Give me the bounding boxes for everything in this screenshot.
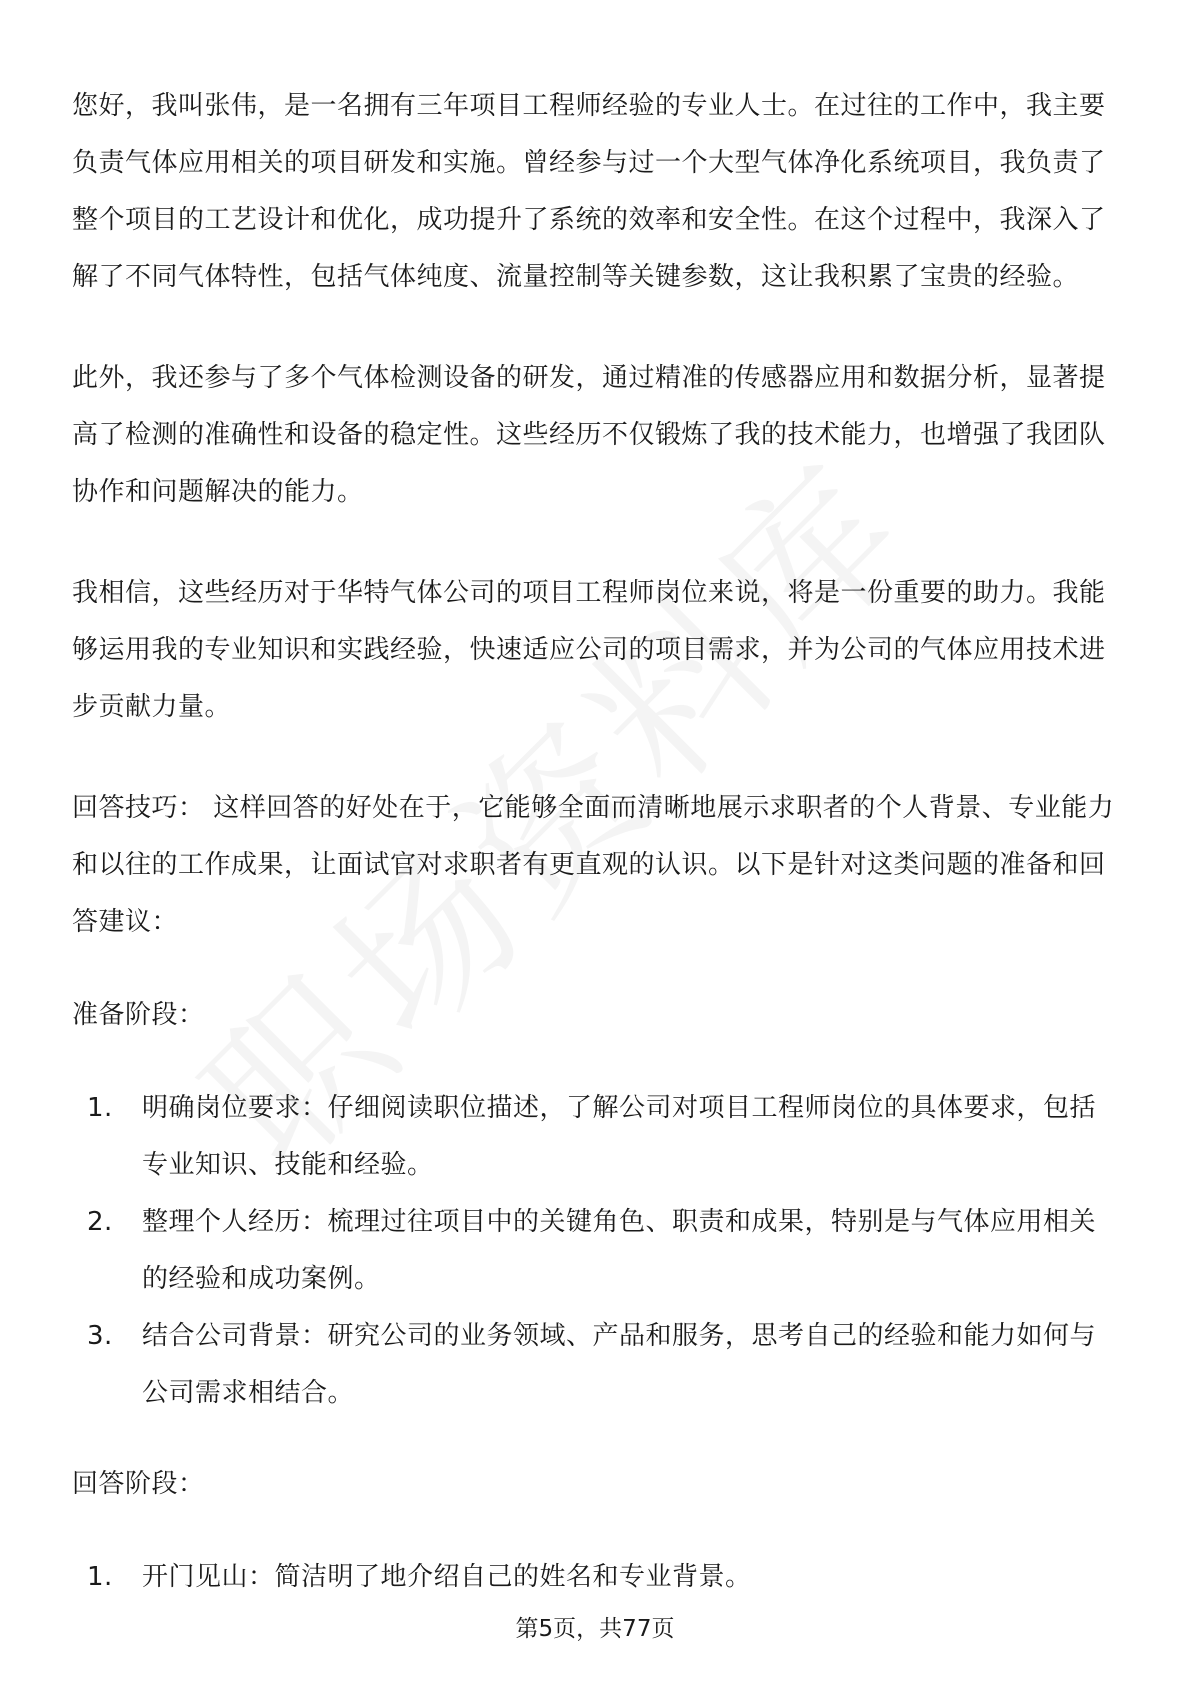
list-item-text: 整理个人经历：梳理过往项目中的关键角色、职责和成果，特别是与气体应用相关的经验和成功案例。 — [142, 1207, 1097, 1294]
prep-section-heading: 准备阶段： — [72, 1000, 205, 1030]
list-item — [87, 1080, 1118, 1194]
paragraph-belief: 我相信，这些经历对于华特气体公司的项目工程师岗位来说，将是一份重要的助力。我能够运用我的专业知识和实践经验，快速适应公司的项目需求，并为公司的气体应用技术进步贡献力量。 — [72, 578, 1106, 722]
list-number: 3. — [87, 1321, 113, 1351]
list-item-text: 开门见山：简洁明了地介绍自己的姓名和专业背景。 — [142, 1562, 752, 1592]
prep-list — [72, 1080, 1118, 1422]
paragraph-experience: 此外，我还参与了多个气体检测设备的研发，通过精准的传感器应用和数据分析，显著提高了检测的准确性和设备的稳定性。这些经历不仅锻炼了我的技术能力，也增强了我团队协作和问题解决的能力。 — [72, 363, 1106, 507]
list-item — [87, 1308, 1118, 1422]
page-number-footer: 第5页，共77页 — [515, 1616, 675, 1642]
paragraph-intro: 您好，我叫张伟，是一名拥有三年项目工程师经验的专业人士。在过往的工作中，我主要负责气体应用相关的项目研发和实施。曾经参与过一个大型气体净化系统项目，我负责了整个项目的工艺设计和优化，成功提升了系统的效率和安全性。在这个过程中，我深入了解了不同气体特性，包括气体纯度、流量控制等关键参数，这让我积累了宝贵的经验。 — [72, 91, 1106, 292]
answer-list — [72, 1549, 1118, 1606]
list-item-text: 结合公司背景：研究公司的业务领域、产品和服务，思考自己的经验和能力如何与公司需求相结合。 — [142, 1321, 1097, 1408]
list-number: 1. — [87, 1562, 113, 1592]
answer-section-heading: 回答阶段： — [72, 1469, 205, 1499]
list-number: 1. — [87, 1093, 113, 1123]
list-item — [87, 1194, 1118, 1308]
list-item-text: 明确岗位要求：仔细阅读职位描述，了解公司对项目工程师岗位的具体要求，包括专业知识、技能和经验。 — [142, 1093, 1097, 1180]
list-item — [87, 1549, 1118, 1606]
list-number: 2. — [87, 1207, 113, 1237]
paragraph-tips: 回答技巧： 这样回答的好处在于，它能够全面而清晰地展示求职者的个人背景、专业能力和以往的工作成果，让面试官对求职者有更直观的认识。以下是针对这类问题的准备和回答建议： — [72, 793, 1115, 937]
